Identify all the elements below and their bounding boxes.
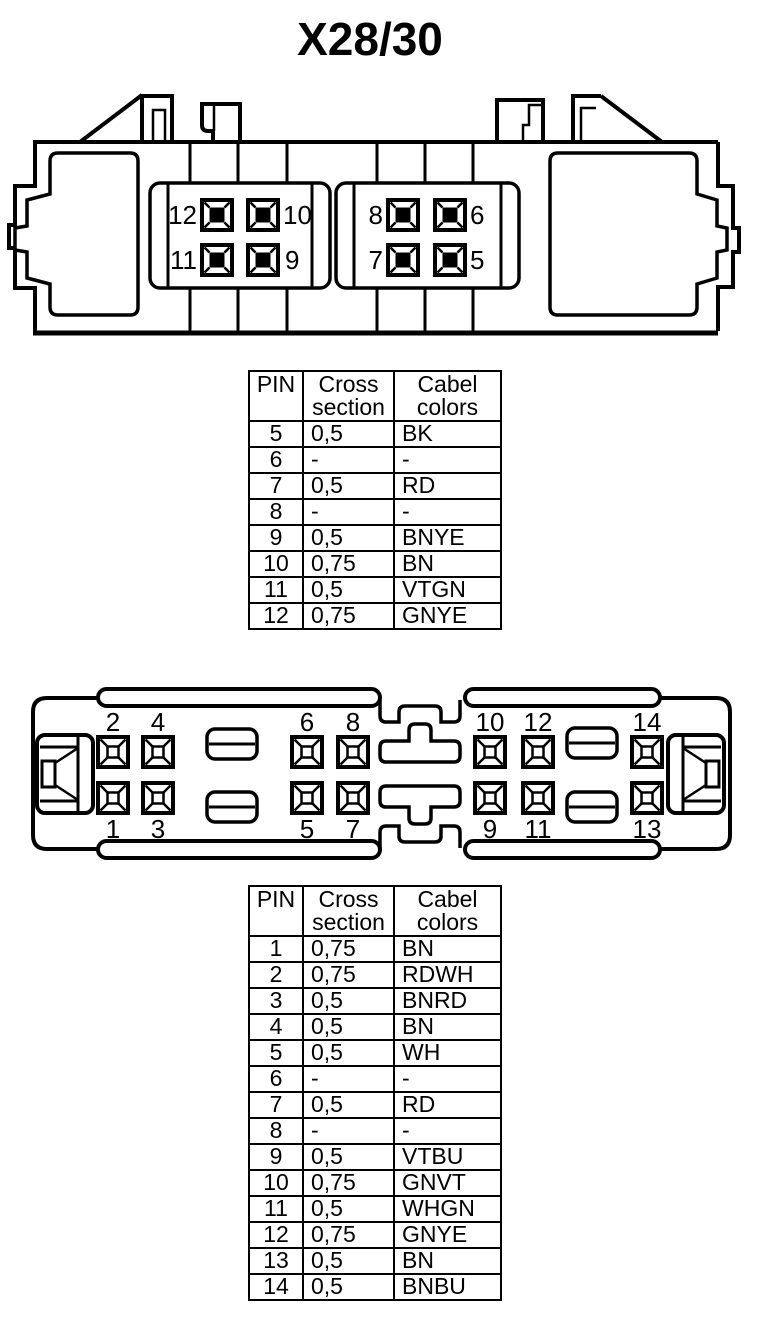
column-header: Cross section xyxy=(303,886,394,936)
table-row xyxy=(249,936,501,962)
pin-contact-4 xyxy=(143,737,173,767)
table-cell: 0,5 xyxy=(303,577,394,603)
table-cell: - xyxy=(394,1066,501,1092)
table-cell: BN xyxy=(394,936,501,962)
pin-group-box-right xyxy=(336,183,519,288)
center-latch-bottom xyxy=(380,826,460,848)
table-cell: 0,5 xyxy=(303,1274,394,1300)
pin-label: 12 xyxy=(168,200,197,230)
table-cell: 8 xyxy=(249,1118,303,1144)
pin-label: 3 xyxy=(150,814,166,844)
table-cell: 9 xyxy=(249,1144,303,1170)
table-header-row xyxy=(249,371,501,421)
table-cell: 0,5 xyxy=(303,1248,394,1274)
table-row xyxy=(249,1144,501,1170)
table-row xyxy=(249,1118,501,1144)
pin-label: 11 xyxy=(170,245,197,275)
pin-contact-8 xyxy=(388,200,418,230)
pin-contact-10 xyxy=(248,200,278,230)
table-cell: - xyxy=(303,1118,394,1144)
pin-contact-3 xyxy=(143,783,173,813)
table-row xyxy=(249,1274,501,1300)
table-cell: 0,75 xyxy=(303,962,394,988)
table-row xyxy=(249,1092,501,1118)
table-cell: BK xyxy=(394,421,501,447)
table-cell: GNYE xyxy=(394,1222,501,1248)
table-cell: - xyxy=(394,499,501,525)
table-cell: RD xyxy=(394,473,501,499)
table-row xyxy=(249,1014,501,1040)
left-end-keyway xyxy=(37,735,93,813)
column-header: PIN xyxy=(249,886,303,936)
table-cell: RD xyxy=(394,1092,501,1118)
table-row xyxy=(249,525,501,551)
table-cell: 6 xyxy=(249,1066,303,1092)
table-cell: WHGN xyxy=(394,1196,501,1222)
center-key-bottom xyxy=(380,786,460,824)
mounting-tab-4 xyxy=(573,96,601,142)
table-cell: WH xyxy=(394,1040,501,1066)
blank-slot-bottom-right xyxy=(567,792,617,822)
pin-contact-10 xyxy=(475,737,505,767)
pin-contact-5 xyxy=(292,783,322,813)
table-cell: 7 xyxy=(249,473,303,499)
connector-designation-title: X28/30 xyxy=(297,13,443,65)
table-cell: BN xyxy=(394,1014,501,1040)
table-header-row xyxy=(249,886,501,936)
table-cell: 2 xyxy=(249,962,303,988)
pin-label: 5 xyxy=(470,245,485,275)
pin-contact-2 xyxy=(98,737,128,767)
pin-label: 8 xyxy=(345,707,361,737)
pin-contact-11 xyxy=(523,783,553,813)
table-row xyxy=(249,1222,501,1248)
pin-contact-9 xyxy=(248,245,278,275)
blank-slot-top-right xyxy=(567,728,617,758)
table-cell: GNVT xyxy=(394,1170,501,1196)
table-cell: 3 xyxy=(249,988,303,1014)
table-cell: 0,5 xyxy=(303,473,394,499)
table-row xyxy=(249,421,501,447)
table-cell: 11 xyxy=(249,1196,303,1222)
table-row xyxy=(249,473,501,499)
pin-label: 14 xyxy=(632,707,662,737)
pin-contact-5 xyxy=(435,245,465,275)
table-cell: - xyxy=(303,1066,394,1092)
table-cell: 0,5 xyxy=(303,1014,394,1040)
right-keyway-cavity xyxy=(550,153,727,315)
table-cell: 11 xyxy=(249,577,303,603)
pin-contact-6 xyxy=(292,737,322,767)
table-cell: 12 xyxy=(249,603,303,629)
table-cell: BNBU xyxy=(394,1274,501,1300)
pin-contact-7 xyxy=(338,783,368,813)
table-row xyxy=(249,962,501,988)
pin-contact-9 xyxy=(475,783,505,813)
mounting-tab-1 xyxy=(142,96,172,142)
center-latch-top xyxy=(380,700,460,722)
guide-rail-top-right xyxy=(465,689,660,706)
column-header: Cabel colors xyxy=(394,886,501,936)
table-row xyxy=(249,1066,501,1092)
pin-contact-1 xyxy=(98,783,128,813)
right-end-keyway xyxy=(668,735,724,813)
table-cell: 6 xyxy=(249,447,303,473)
table-cell: 0,75 xyxy=(303,603,394,629)
pin-contact-8 xyxy=(338,737,368,767)
table-cell: - xyxy=(303,499,394,525)
table-row xyxy=(249,1040,501,1066)
table-cell: 5 xyxy=(249,421,303,447)
table-cell: BNYE xyxy=(394,525,501,551)
lower-connector-diagram xyxy=(0,660,768,880)
pin-contact-7 xyxy=(388,245,418,275)
pin-contact-12 xyxy=(523,737,553,767)
table-cell: 0,75 xyxy=(303,1170,394,1196)
table-cell: 5 xyxy=(249,1040,303,1066)
table-row xyxy=(249,1248,501,1274)
table-cell: 8 xyxy=(249,499,303,525)
table-cell: VTGN xyxy=(394,577,501,603)
right-chamfer-edge xyxy=(601,96,662,142)
pin-label: 13 xyxy=(632,814,662,844)
pin-contact-6 xyxy=(435,200,465,230)
pin-contact-11 xyxy=(202,245,232,275)
center-key-top xyxy=(380,724,460,762)
table-cell: 0,75 xyxy=(303,1222,394,1248)
table-row xyxy=(249,447,501,473)
mounting-tab-2 xyxy=(202,104,240,142)
pin-label: 10 xyxy=(283,200,312,230)
table-cell: 0,75 xyxy=(303,936,394,962)
column-header: Cabel colors xyxy=(394,371,501,421)
table-row xyxy=(249,1170,501,1196)
pin-label: 6 xyxy=(470,200,485,230)
table-cell: GNYE xyxy=(394,603,501,629)
table-row xyxy=(249,988,501,1014)
table-cell: 0,5 xyxy=(303,421,394,447)
table-row xyxy=(249,577,501,603)
table-cell: - xyxy=(394,1118,501,1144)
table-cell: BNRD xyxy=(394,988,501,1014)
table-cell: 7 xyxy=(249,1092,303,1118)
pin-label: 7 xyxy=(345,814,361,844)
blank-slot-bottom-left xyxy=(207,792,257,822)
table-cell: 0,5 xyxy=(303,525,394,551)
table-cell: VTBU xyxy=(394,1144,501,1170)
pin-label: 7 xyxy=(368,245,383,275)
pin-label: 8 xyxy=(368,200,383,230)
lower-connector-housing-outline xyxy=(33,689,730,858)
pin-label: 12 xyxy=(523,707,553,737)
pin-label: 4 xyxy=(150,707,166,737)
pin-label: 6 xyxy=(299,707,315,737)
table-cell: 9 xyxy=(249,525,303,551)
pin-contact-14 xyxy=(632,737,662,767)
column-header: PIN xyxy=(249,371,303,421)
table-cell: 0,5 xyxy=(303,1144,394,1170)
table-cell: 14 xyxy=(249,1274,303,1300)
column-header: Cross section xyxy=(303,371,394,421)
blank-slot-top-left xyxy=(207,729,257,759)
pin-label: 2 xyxy=(105,707,121,737)
table-cell: 4 xyxy=(249,1014,303,1040)
table-row xyxy=(249,551,501,577)
lower-connector-pin-table xyxy=(248,885,502,1301)
pin-label: 9 xyxy=(285,245,300,275)
pin-label: 5 xyxy=(299,814,315,844)
table-cell: 12 xyxy=(249,1222,303,1248)
table-cell: 1 xyxy=(249,936,303,962)
table-cell: - xyxy=(394,447,501,473)
pin-label: 11 xyxy=(524,814,552,844)
table-cell: 0,5 xyxy=(303,1196,394,1222)
table-cell: 10 xyxy=(249,1170,303,1196)
pin-contact-12 xyxy=(202,200,232,230)
table-cell: BN xyxy=(394,1248,501,1274)
table-row xyxy=(249,603,501,629)
table-cell: RDWH xyxy=(394,962,501,988)
table-row xyxy=(249,1196,501,1222)
pin-label: 10 xyxy=(475,707,505,737)
table-cell: 0,5 xyxy=(303,988,394,1014)
pin-label: 1 xyxy=(105,814,121,844)
guide-rail-bottom-left xyxy=(98,841,380,858)
table-cell: 0,75 xyxy=(303,551,394,577)
table-row xyxy=(249,499,501,525)
table-cell: 0,5 xyxy=(303,1092,394,1118)
table-cell: 10 xyxy=(249,551,303,577)
table-cell: 0,5 xyxy=(303,1040,394,1066)
table-cell: - xyxy=(303,447,394,473)
table-cell: 13 xyxy=(249,1248,303,1274)
pin-label: 9 xyxy=(482,814,498,844)
table-cell: BN xyxy=(394,551,501,577)
left-chamfer-edge xyxy=(80,95,142,142)
upper-connector-pin-table xyxy=(248,370,502,630)
upper-connector-diagram xyxy=(0,85,768,347)
guide-rail-top-left xyxy=(98,689,380,706)
pin-contact-13 xyxy=(632,783,662,813)
mounting-tab-3 xyxy=(497,100,543,142)
